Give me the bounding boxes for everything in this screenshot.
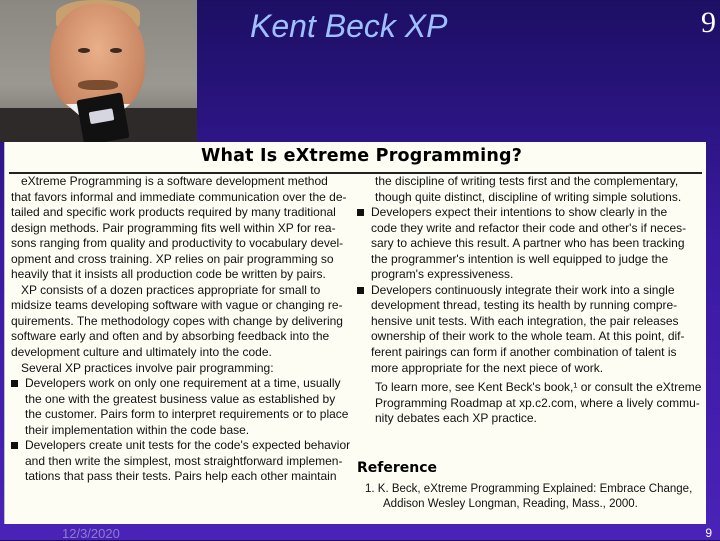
text-line: though quite distinct, discipline of writing simple solutions. xyxy=(375,189,682,204)
right-bullet-list xyxy=(357,205,702,376)
slide-number: 9 xyxy=(701,6,716,39)
bullet-line: more appropriate for the next piece of work. xyxy=(371,360,604,375)
bullet-line: the one with the greatest business value as established by xyxy=(25,391,336,406)
text-line: that favors informal and immediate communication over the de- xyxy=(11,189,347,204)
bullet-line: Developers create unit tests for the code's expected behavior xyxy=(25,438,351,453)
right-lead-text xyxy=(357,174,702,205)
text-line: To learn more, see Kent Beck's book,¹ or consult the eXtreme xyxy=(375,380,702,395)
text-line: tailed and specific work products required by many traditional xyxy=(11,205,336,220)
bullet-square-icon xyxy=(357,209,364,216)
text-line: XP consists of a dozen practices appropriate for small to xyxy=(21,282,321,297)
photo-eye-right xyxy=(110,48,122,53)
bullet-line: Developers expect their intentions to show clearly in the xyxy=(371,205,668,220)
bullet-line: the customer. Pairs form to interpret requirements or to place xyxy=(25,407,349,422)
bullet-square-icon xyxy=(11,380,18,387)
bullet-line: development thread, testing its health by running compre- xyxy=(371,298,678,313)
text-line: nity debates each XP practice. xyxy=(375,411,537,426)
article-scan xyxy=(4,142,706,524)
speaker-photo xyxy=(0,0,197,142)
bullet-square-icon xyxy=(11,442,18,449)
right-bullet xyxy=(357,283,702,376)
text-line: opment and cross training. XP relies on pair programming so xyxy=(11,251,334,266)
bullet-line: program's expressiveness. xyxy=(371,267,514,282)
article-left-column xyxy=(11,174,351,485)
reference-line: 1. K. Beck, eXtreme Programming Explained: Embrace Change, xyxy=(365,483,693,495)
text-line: eXtreme Programming is a software development method xyxy=(21,174,328,188)
text-line: design methods. Pair programming fits well within XP for rea- xyxy=(11,220,336,235)
text-line: sons ranging from quality and productivity to vocabulary devel- xyxy=(11,236,344,251)
right-closing-paragraph xyxy=(357,380,702,427)
text-line: midsize teams developing software with vague or changing re- xyxy=(11,298,343,313)
left-paragraphs xyxy=(11,174,351,376)
bullet-square-icon xyxy=(357,287,364,294)
bullet-line: the programmer's intention is well equipped to judge the xyxy=(371,251,669,266)
left-bullet xyxy=(11,438,351,485)
photo-badge xyxy=(76,92,129,142)
text-line: Programming Roadmap at xp.c2.com, where a lively commu- xyxy=(375,395,700,410)
photo-eye-left xyxy=(78,48,90,53)
bullet-line: sary to achieve this result. A partner who has been tracking xyxy=(371,236,685,251)
text-line: quirements. The methodology copes with change by delivering xyxy=(11,313,343,328)
left-bullet xyxy=(11,376,351,438)
text-line: Several XP practices involve pair programming: xyxy=(21,360,274,375)
reference-line: Addison Wesley Longman, Reading, Mass., 2000. xyxy=(383,498,638,510)
bullet-line: their implementation within the code base. xyxy=(25,422,250,437)
text-line: software early and often and by absorbing feedback into the xyxy=(11,329,330,344)
text-line: heavily that it insists all production code be written by pairs. xyxy=(11,267,326,282)
footer-page-number: 9 xyxy=(705,526,712,540)
article-right-column xyxy=(357,174,702,427)
slide-date: 12/3/2020 xyxy=(62,526,120,541)
article-title: What Is eXtreme Programming? xyxy=(201,146,523,166)
bullet-line: tations that pass their tests. Pairs help each other maintain xyxy=(25,469,337,484)
photo-mustache xyxy=(78,80,118,90)
text-line: development culture and ultimately into the code. xyxy=(11,345,272,360)
bullet-line: code they write and refactor their code and other's if neces- xyxy=(371,220,687,235)
bullet-line: hensive unit tests. With each integration, the pair releases xyxy=(371,313,679,328)
reference-list xyxy=(365,482,701,512)
bullet-line: Developers work on only one requirement at a time, usually xyxy=(25,376,341,391)
slide-title: Kent Beck XP xyxy=(250,8,448,44)
reference-heading: Reference xyxy=(357,460,438,476)
bullet-line: ownership of their work to the whole team. At this point, dif- xyxy=(371,329,685,344)
left-bullet-list xyxy=(11,376,351,485)
text-line: the discipline of writing tests first and the complementary, xyxy=(375,174,679,188)
bullet-line: ferent pairings can form if another combination of talent is xyxy=(371,345,677,360)
bullet-line: and then write the simplest, most straightforward implemen- xyxy=(25,453,343,468)
right-bullet xyxy=(357,205,702,283)
bullet-line: Developers continuously integrate their work into a single xyxy=(371,282,675,297)
